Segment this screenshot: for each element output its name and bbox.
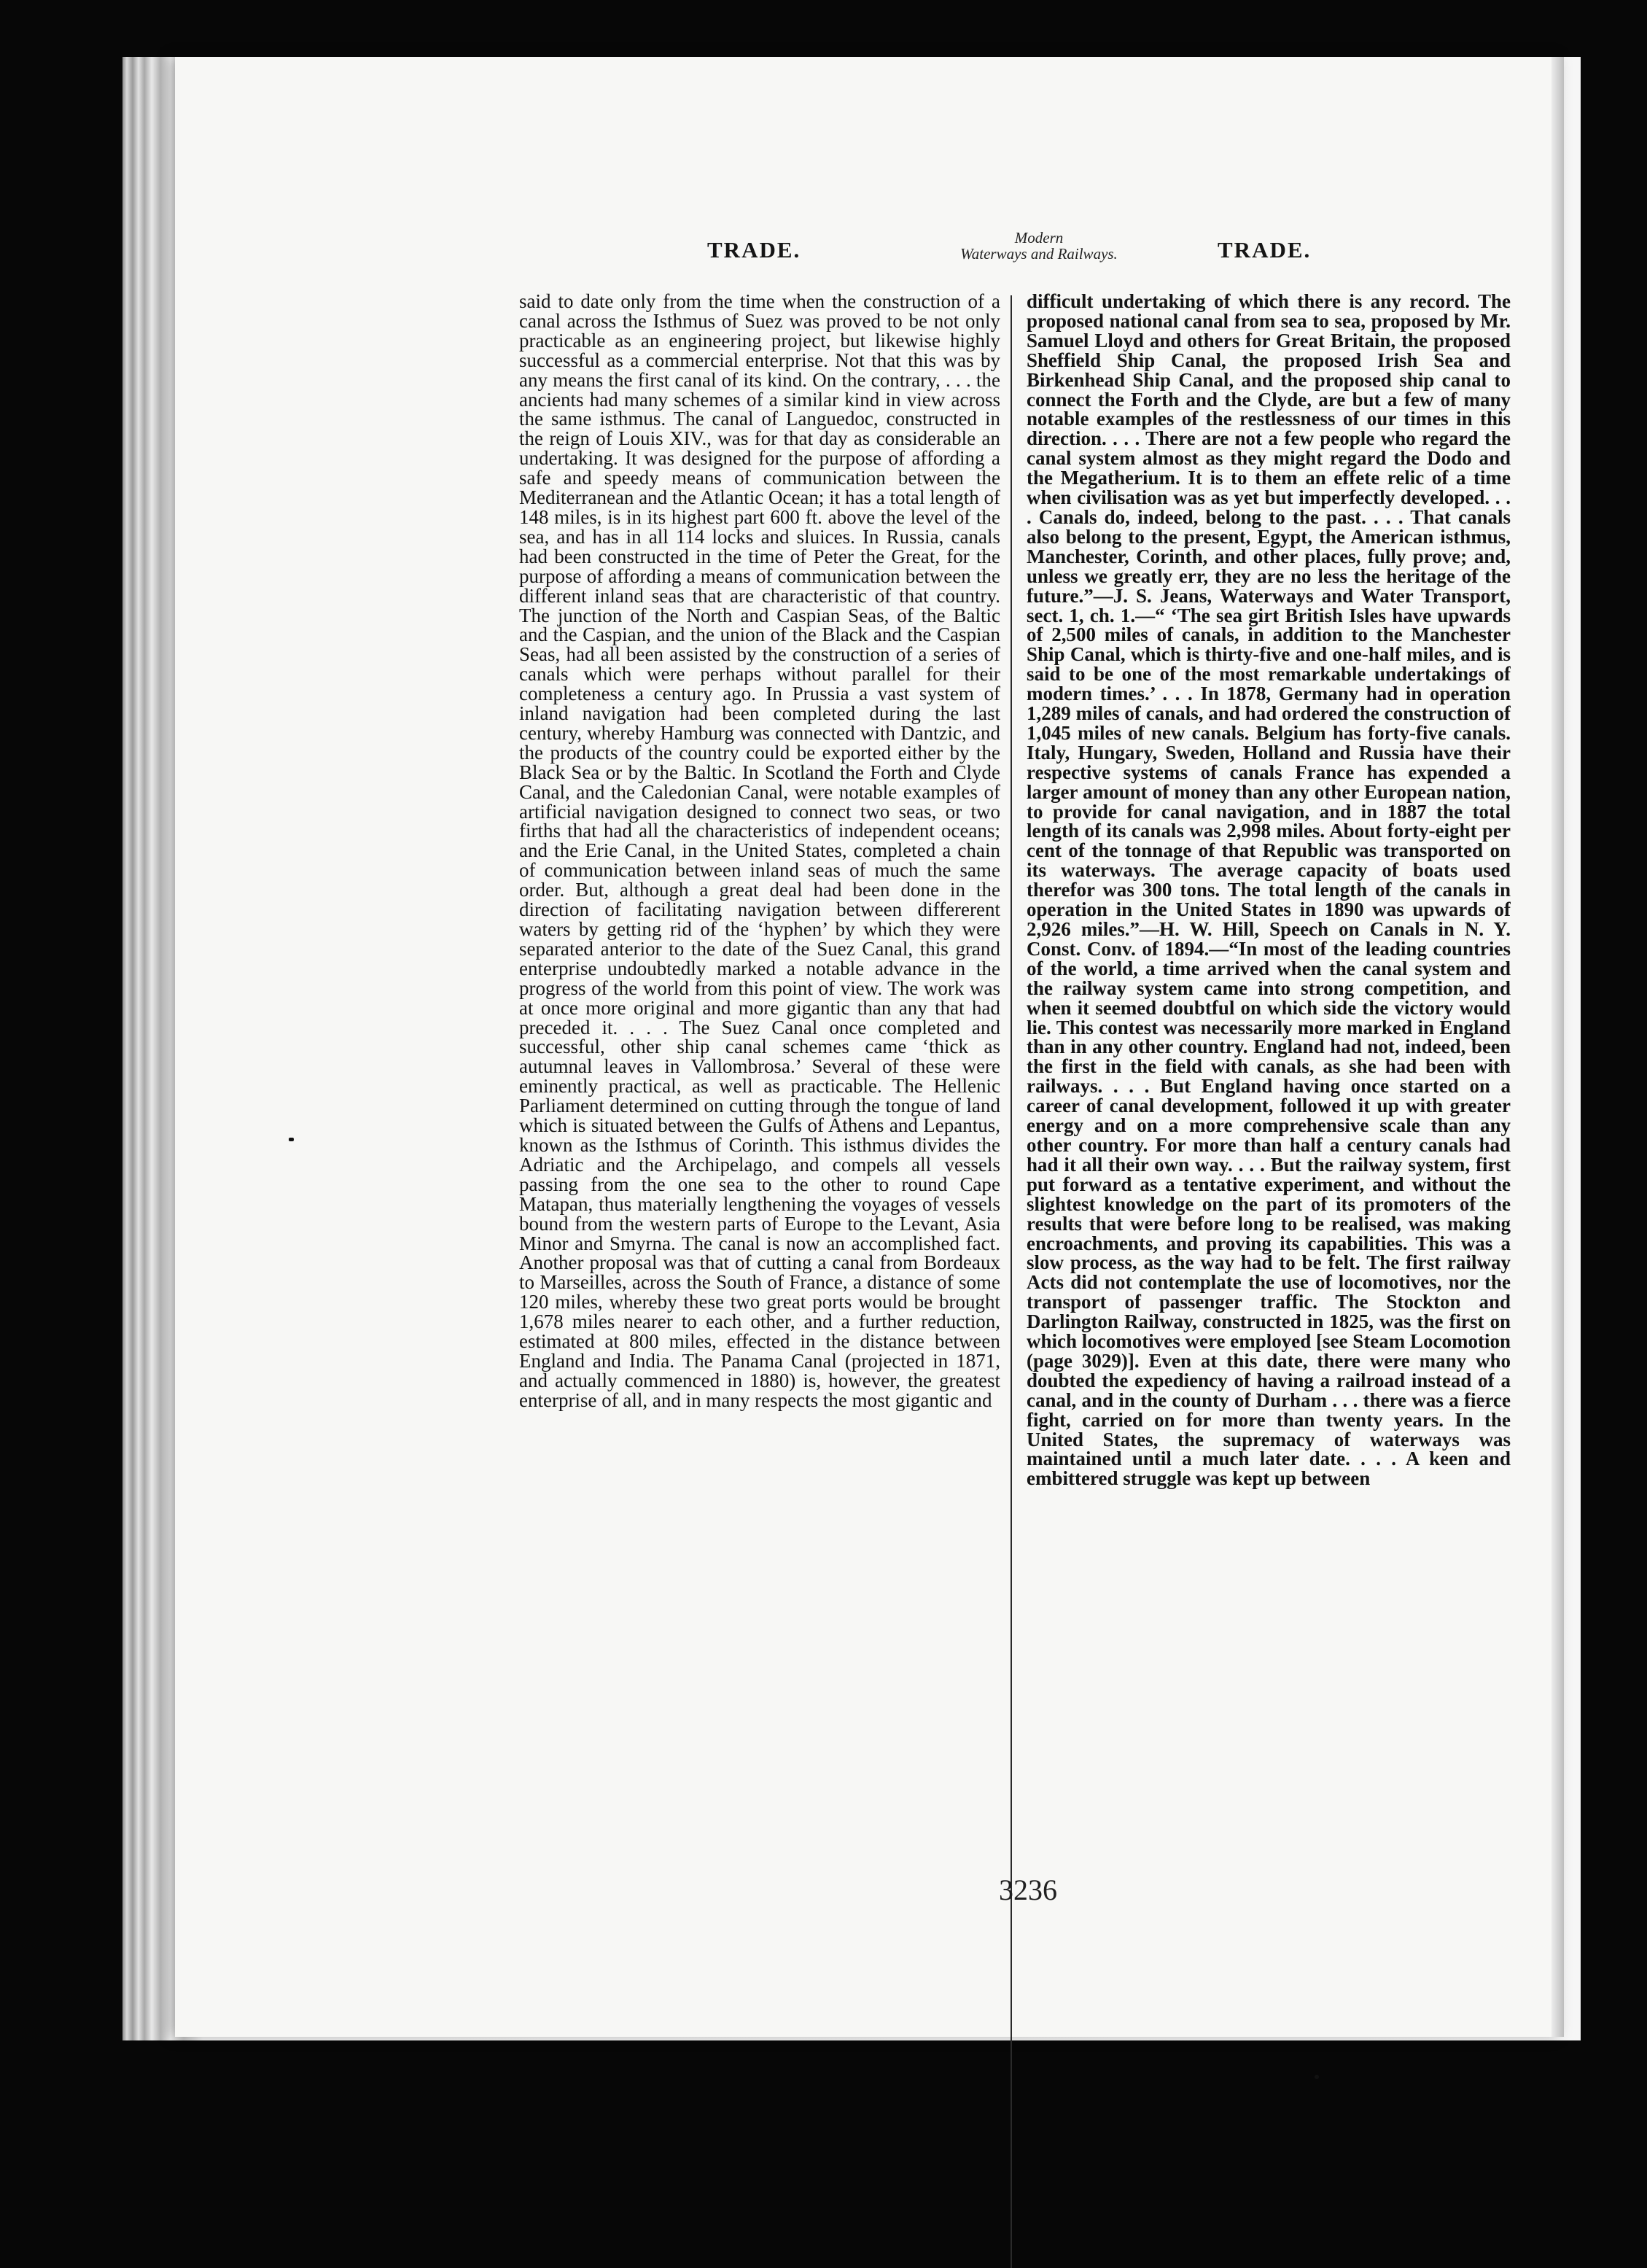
left-column-text: said to date only from the time when the construction of a canal across the Isthmus of Suez was proved to be not only practicable as an engineering project, but likewise highly successful as a commercial enterprise. Not that this was by any means the first canal of its kind. On the contrary, . . . the ancients had many schemes of a similar kind in view across the same isthmus. The canal of Languedoc, constructed in the reign of Louis XIV., was for that day as considerable an undertaking. It was designed for the purpose of affording a safe and speedy means of communication between the Mediterranean and the Atlantic Ocean; it has a total length of 148 miles, is in its highest part 600 ft. above the level of the sea, and has in all 114 locks and sluices. In Russia, canals had been constructed in the time of Peter the Great, for the purpose of affording a means of communication between the different inland seas that are characteristic of that country. The junction of the North and Caspian Seas, of the Baltic and the Caspian, and the union of the Black and the Caspian Seas, had all been assisted by the construction of a series of canals which were perhaps without parallel for their completeness a century ago. In Prussia a vast system of inland navigation had been completed during the last century, whereby Hamburg was connected with Dantzic, and the products of the country could be exported either by the Black Sea or by the Baltic. In Scotland the Forth and Clyde Canal, and the Caledonian Canal, were notable examples of artificial navigation designed to connect two seas, or two firths that had all the characteristics of independent oceans; and the Erie Canal, in the United States, completed a chain of communication between inland seas of much the same order. But, although a great deal had been done in the direction of facilitating navigation between differerent waters by getting rid of the ‘hyphen’ by which they were separated anterior to the date of the Suez Canal, this grand enterprise undoubtedly marked a notable advance in the progress of the world from this point of view. The work was at once more original and more gigantic than any that had preceded it. . . . The Suez Canal once completed and successful, other ship canal schemes came ‘thick as autumnal leaves in Vallombrosa.’ Several of these were eminently practical, as well as practicable. The Hellenic Parliament determined on cutting through the tongue of land which is situated between the Gulfs of Athens and Lepantus, known as the Isthmus of Corinth. This isthmus divides the Adriatic and the Archipelago, and compels all vessels passing from the one sea to the other to round Cape Matapan, thus materially lengthening the voyages of vessels bound from the western parts of Europe to the Levant, Asia Minor and Smyrna. The canal is now an accomplished fact. Another proposal was that of cutting a canal from Bordeaux to Marseilles, across the South of France, a distance of some 120 miles, whereby these two great ports would be brought 1,678 miles nearer to each other, and a further reduction, estimated at 800 miles, effected in the distance between England and India. The Panama Canal (projected in 1871, and actually commenced in 1880) is, however, the greatest enterprise of all, and in many respects the most gigantic and: [519, 292, 1000, 1411]
margin-mark: [1315, 2075, 1319, 2079]
running-head-left: TRADE.: [707, 237, 801, 263]
running-head-right: TRADE.: [1218, 237, 1312, 263]
running-head-center: [930, 230, 1148, 262]
column-divider: [1011, 295, 1012, 2268]
running-head-center-line2: Waterways and Railways.: [960, 245, 1118, 263]
margin-mark: [289, 1138, 294, 1141]
running-head-center-line1: Modern: [1014, 229, 1064, 246]
page-number: 3236: [999, 1873, 1057, 1906]
right-column-text: difficult undertaking of which there is any record. The proposed national canal from sea to sea, proposed by Mr. Samuel Lloyd and others for Great Britain, the proposed Sheffield Ship Canal, the proposed Irish Sea and Birkenhead Ship Canal, and the proposed ship canal to connect the Forth and the Clyde, are but a few of many notable examples of the restlessness of our times in this direction. . . . There are not a few people who regard the canal system almost as they might regard the Dodo and the Megatherium. It is to them an effete relic of a time when civilisation was as yet but imperfectly developed. . . . Canals do, indeed, belong to the past. . . . That canals also belong to the present, Egypt, the American isthmus, Manchester, Corinth, and other places, fully prove; and, unless we greatly err, they are no less the heritage of the future.”—J. S. Jeans, Waterways and Water Transport, sect. 1, ch. 1.—“ ‘The sea girt British Isles have upwards of 2,500 miles of canals, in addition to the Manchester Ship Canal, which is thirty-five and one-half miles, and is said to be one of the most remarkable undertakings of modern times.’ . . . In 1878, Germany had in operation 1,289 miles of canals, and had ordered the construction of 1,045 miles of new canals. Belgium has forty-five canals. Italy, Hungary, Sweden, Holland and Russia have their respective systems of canals France has expended a larger amount of money than any other European nation, to provide for canal navigation, and in 1887 the total length of its canals was 2,998 miles. About forty-eight per cent of the tonnage of that Republic was transported on its waterways. The average capacity of boats used therefor was 300 tons. The total length of the canals in operation in the United States in 1890 was upwards of 2,926 miles.”—H. W. Hill, Speech on Canals in N. Y. Const. Conv. of 1894.—“In most of the leading countries of the world, a time arrived when the canal system and the railway system came into strong competition, and when it seemed doubtful on which side the victory would lie. This contest was necessarily more marked in England than in any other country. England had not, indeed, been the first in the field with canals, as she had been with railways. . . . But England having once started on a career of canal development, followed it up with greater energy and on a more comprehensive scale than any other country. For more than half a century canals had had it all their own way. . . . But the railway system, first put forward as a tentative experiment, and without the slightest knowledge on the part of its promoters of the results that were before long to be realised, was making encroachments, and proving its capabilities. This was a slow process, as the way had to be felt. The first railway Acts did not contemplate the use of locomotives, nor the transport of passenger traffic. The Stockton and Darlington Railway, constructed in 1825, was the first on which locomotives were employed [see Steam Locomotion (page 3029)]. Even at this date, there were many who doubted the expediency of having a railroad instead of a canal, and in the county of Durham . . . there was a fierce fight, carried on for more than twenty years. In the United States, the supremacy of waterways was maintained until a much later date. . . . A keen and embittered struggle was kept up between: [1027, 292, 1511, 1490]
